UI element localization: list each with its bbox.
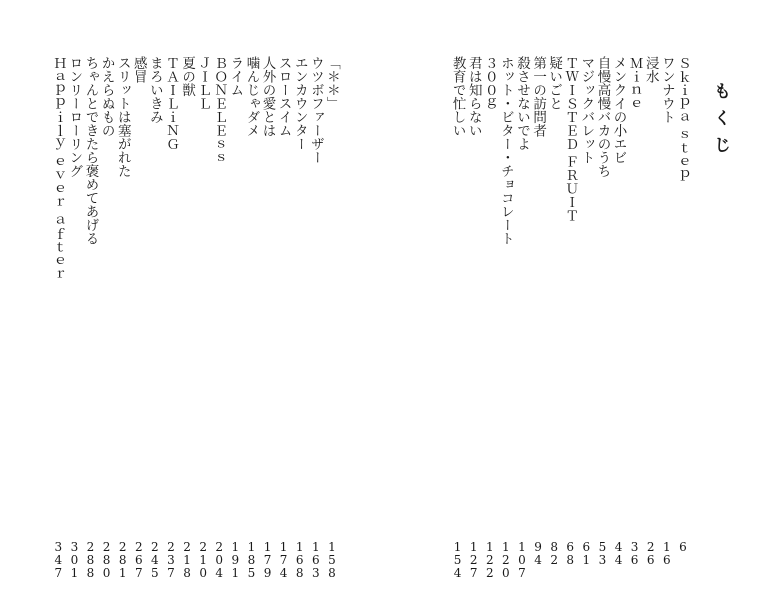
toc-entry-page: 6	[675, 540, 690, 553]
toc-entry-page: 36	[627, 540, 642, 566]
toc-entry[interactable]	[243, 0, 259, 611]
toc-entry-title: メンクイの小エビ	[610, 56, 627, 164]
toc-entry[interactable]	[611, 0, 627, 611]
toc-entry-title: Ｈａｐｐｉｌｙ ｅｖｅｒ ａｆｔｅｒ	[50, 56, 67, 281]
toc-entry[interactable]	[659, 0, 675, 611]
toc-entry-page: 122	[482, 540, 497, 579]
toc-entry-page: 16	[659, 540, 674, 566]
toc-entry[interactable]	[627, 0, 643, 611]
toc-entry-title: Ｓｋｉｐａ ｓｔｅｐ	[674, 56, 691, 182]
toc-entry[interactable]	[578, 0, 594, 611]
toc-entry-page: 82	[547, 540, 562, 566]
toc-entry-title: 君は知らない	[465, 56, 482, 137]
toc-entry-title: 「＊＊」	[323, 56, 340, 110]
toc-title: もくじ	[710, 82, 730, 163]
toc-entry[interactable]	[276, 0, 292, 611]
toc-entry[interactable]	[594, 0, 610, 611]
toc-entry[interactable]	[675, 0, 691, 611]
toc-entry-title: 浸水	[642, 56, 659, 83]
toc-entry-title: 噛んじゃダメ	[243, 56, 260, 137]
toc-entry-title: 感冒	[130, 56, 147, 83]
toc-entry-title: エンカウンター	[291, 56, 308, 151]
toc-entry-title: ライム	[227, 56, 244, 97]
toc-entry-title: ホット・ビター・チョコレート	[497, 56, 514, 245]
toc-entry-page: 267	[131, 540, 146, 579]
toc-entry[interactable]	[115, 0, 131, 611]
toc-column-right	[431, 0, 691, 611]
toc-entry-page: 191	[228, 540, 243, 579]
toc-entry-page: 68	[563, 540, 578, 566]
toc-entry[interactable]	[131, 0, 147, 611]
toc-entry-title: ＪＩＬＬ	[195, 56, 212, 110]
toc-entry-page: 120	[498, 540, 513, 579]
toc-entry[interactable]	[292, 0, 308, 611]
toc-entry[interactable]	[227, 0, 243, 611]
toc-entry-page: 237	[163, 540, 178, 579]
toc-entry[interactable]	[546, 0, 562, 611]
toc-entry[interactable]	[83, 0, 99, 611]
toc-entry-page: 94	[531, 540, 546, 566]
toc-entry-page: 107	[514, 540, 529, 579]
toc-entry-title: 疑いごと	[546, 56, 563, 110]
toc-entry-title: 自慢高慢バカのうち	[594, 56, 611, 178]
toc-entry-page: 26	[643, 540, 658, 566]
toc-entry-title: Ｍｉｎｅ	[626, 56, 643, 110]
toc-entry-title: ちゃんとできたら褒めてあげる	[82, 56, 99, 245]
toc-entry-title: ＢＯＮＥＬＥｓｓ	[211, 56, 228, 164]
toc-entry[interactable]	[643, 0, 659, 611]
toc-entry-page: 245	[147, 540, 162, 579]
toc-entry-page: 163	[308, 540, 323, 579]
toc-entry-title: ＴＡＩＬｉＮＧ	[162, 56, 179, 151]
toc-entry[interactable]	[50, 0, 66, 611]
toc-entry-page: 179	[260, 540, 275, 579]
toc-entry-page: 168	[292, 540, 307, 579]
toc-entry[interactable]	[530, 0, 546, 611]
toc-entry-page: 280	[99, 540, 114, 579]
toc-entry-page: 154	[450, 540, 465, 579]
toc-entry-title: 人外の愛とは	[259, 56, 276, 137]
toc-entry-title: ＴＷＩＳＴＥＤ ＦＲＵＩＴ	[562, 56, 579, 223]
toc-entry-page: 61	[579, 540, 594, 566]
toc-entry-page: 218	[180, 540, 195, 579]
toc-entry[interactable]	[482, 0, 498, 611]
toc-entry-title: まろいきみ	[146, 56, 163, 124]
toc-entry[interactable]	[324, 0, 340, 611]
toc-entry-title: ３００ｇ	[481, 56, 498, 110]
toc-entry[interactable]	[179, 0, 195, 611]
toc-entry-page: 204	[212, 540, 227, 579]
toc-entry-title: ウツボファーザー	[307, 56, 324, 164]
toc-entry[interactable]	[195, 0, 211, 611]
toc-entry-title: 夏の獣	[179, 56, 196, 97]
toc-entry[interactable]	[308, 0, 324, 611]
toc-entry-page: 185	[244, 540, 259, 579]
toc-entry-title: 第一の訪問者	[530, 56, 547, 137]
toc-entry-title: スロースイム	[275, 56, 292, 137]
toc-entry[interactable]	[260, 0, 276, 611]
toc-entry-title: 教育で忙しい	[449, 56, 466, 137]
toc-entry-page: 127	[466, 540, 481, 579]
toc-entry-page: 347	[51, 540, 66, 579]
toc-entry-title: ロンリーローリング	[66, 56, 83, 178]
toc-entry-page: 53	[595, 540, 610, 566]
toc-entry-page: 158	[324, 540, 339, 579]
toc-entry[interactable]	[562, 0, 578, 611]
toc-entry-page: 210	[196, 540, 211, 579]
toc-entry[interactable]	[211, 0, 227, 611]
toc-entry-title: マジックバレット	[578, 56, 595, 164]
toc-entry-page: 301	[67, 540, 82, 579]
toc-entry-page: 288	[83, 540, 98, 579]
toc-entry-page: 281	[115, 540, 130, 579]
toc-entry[interactable]	[163, 0, 179, 611]
toc-entry[interactable]	[66, 0, 82, 611]
toc-entry-page: 44	[611, 540, 626, 566]
toc-entry[interactable]	[498, 0, 514, 611]
toc-entry-title: ワンナウト	[658, 56, 675, 124]
toc-entry[interactable]	[450, 0, 466, 611]
toc-entry[interactable]	[147, 0, 163, 611]
toc-column-left	[40, 0, 340, 611]
toc-entry[interactable]	[99, 0, 115, 611]
toc-entry-title: スリットは塞がれた	[114, 56, 131, 178]
toc-entry-title: かえらぬもの	[98, 56, 115, 137]
toc-entry-page: 174	[276, 540, 291, 579]
toc-entry-title: 殺させないでよ	[513, 56, 530, 151]
toc-entry[interactable]	[466, 0, 482, 611]
toc-entry[interactable]	[514, 0, 530, 611]
